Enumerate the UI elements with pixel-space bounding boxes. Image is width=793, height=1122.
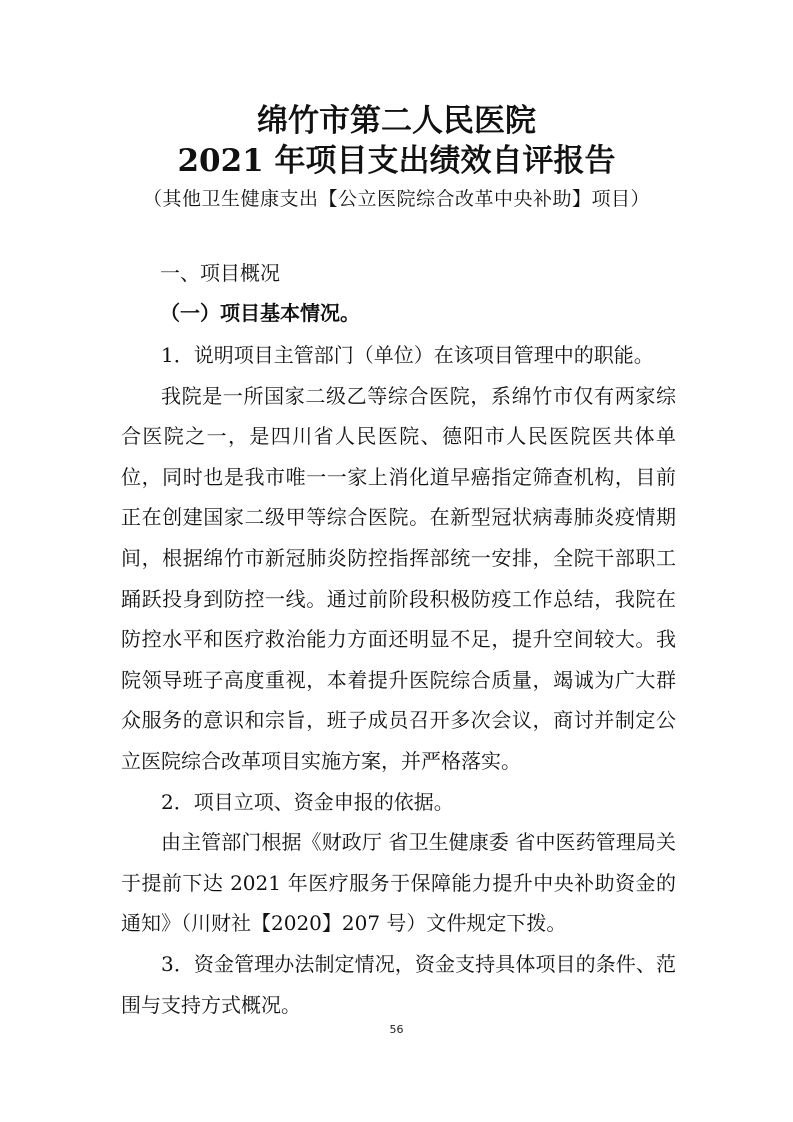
item1-heading: 1．说明项目主管部门（单位）在该项目管理中的职能。 (161, 343, 654, 367)
document-title-line1: 绵竹市第二人民医院 (257, 103, 536, 139)
item2-paragraph: 由主管部门根据《财政厅 省卫生健康委 省中医药管理局关于提前下达 2021 年医疗服务于保障能力提升中央补助资金的通知》（川财社【2020】207 号）文件规定下拨。 (121, 830, 676, 936)
item2-heading: 2．项目立项、资金申报的依据。 (161, 789, 454, 814)
document-title-line2: 2021 年项目支出绩效自评报告 (177, 143, 616, 179)
item3-heading: 3．资金管理办法制定情况，资金支持具体项目的条件、范围与支持方式概况。 (121, 951, 676, 1017)
item1-paragraph: 我院是一所国家二级乙等综合医院，系绵竹市仅有两家综合医院之一，是四川省人民医院、德阳市人民医院医共体单位，同时也是我市唯一一家上消化道早癌指定筛查机构，目前正在创建国家二级甲等综合医院。在新型冠状病毒肺炎疫情期间，根据绵竹市新冠肺炎防控指挥部统一安排，全院干部职工踊跃投身到防控一线。通过前阶段积极防疫工作总结，我院在防控水平和医疗救治能力方面还明显不足，提升空间较大。我院领导班子高度重视，本着提升医院综合质量，竭诚为广大群众服务的意识和宗旨，班子成员召开多次会议，商讨并制定公立医院综合改革项目实施方案，并严格落实。 (121, 383, 676, 773)
document-subtitle: （其他卫生健康支出【公立医院综合改革中央补助】项目） (142, 188, 650, 210)
document-body (121, 335, 676, 1025)
subsection-heading-basic-info: （一）项目基本情况。 (160, 301, 360, 325)
section-heading-overview: 一、项目概况 (160, 261, 280, 285)
page-number: 56 (389, 1023, 404, 1036)
